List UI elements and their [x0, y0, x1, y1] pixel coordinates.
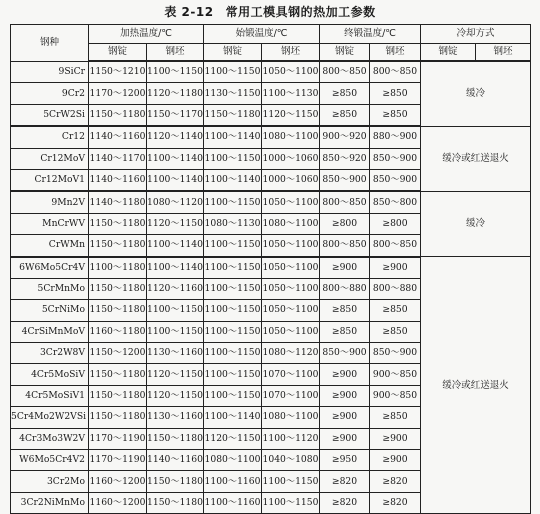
cell-heating-ingot: 1150～1180 — [89, 300, 147, 321]
cell-start-ingot: 1080～1100 — [204, 450, 262, 471]
cell-start-ingot: 1100～1150 — [204, 235, 262, 257]
cell-start-ingot: 1100～1150 — [204, 278, 262, 299]
cell-cooling-method: 缓冷或红送退火 — [421, 257, 531, 514]
cell-heating-billet: 1150～1180 — [147, 492, 204, 513]
cell-grade: 5CrNiMo — [11, 300, 89, 321]
cell-start-billet: 1100～1150 — [262, 492, 320, 513]
cell-heating-billet: 1100～1140 — [147, 148, 204, 169]
cell-start-billet: 1050～1100 — [262, 278, 320, 299]
cell-finish-billet: 880～900 — [370, 126, 421, 148]
cell-start-ingot: 1100～1140 — [204, 407, 262, 428]
cell-heating-billet: 1120～1150 — [147, 213, 204, 234]
cell-cooling-method: 缓冷 — [421, 191, 531, 256]
cell-grade: 4Cr5MoSiV — [11, 364, 89, 385]
cell-start-ingot: 1120～1150 — [204, 428, 262, 449]
cell-finish-billet: ≥900 — [370, 450, 421, 471]
cell-finish-billet: 850～800 — [370, 191, 421, 213]
cell-start-ingot: 1150～1180 — [204, 104, 262, 126]
cell-grade: 3Cr2NiMnMo — [11, 492, 89, 513]
cell-start-billet: 1070～1100 — [262, 364, 320, 385]
cell-start-billet: 1080～1100 — [262, 126, 320, 148]
cell-grade: 3Cr2W8V — [11, 343, 89, 364]
cell-cooling-method: 缓冷 — [421, 61, 531, 126]
cell-grade: 4Cr3Mo3W2V — [11, 428, 89, 449]
cell-heating-billet: 1150～1170 — [147, 104, 204, 126]
cell-grade: 5CrW2Si — [11, 104, 89, 126]
cell-finish-ingot: ≥820 — [320, 492, 370, 513]
cell-heating-ingot: 1140～1170 — [89, 148, 147, 169]
cell-grade: 5CrMnMo — [11, 278, 89, 299]
cell-finish-billet: ≥850 — [370, 300, 421, 321]
cell-heating-ingot: 1150～1180 — [89, 364, 147, 385]
cell-heating-ingot: 1150～1180 — [89, 278, 147, 299]
cell-finish-ingot: ≥900 — [320, 428, 370, 449]
cell-finish-billet: ≥850 — [370, 321, 421, 342]
cell-start-ingot: 1100～1150 — [204, 148, 262, 169]
header-start-billet: 钢坯 — [262, 44, 320, 62]
cell-finish-ingot: ≥820 — [320, 471, 370, 492]
cell-heating-ingot: 1150～1180 — [89, 213, 147, 234]
header-row-sub — [11, 44, 531, 62]
cell-start-billet: 1080～1100 — [262, 213, 320, 234]
cell-heating-ingot: 1150～1180 — [89, 104, 147, 126]
header-start-forging: 始锻温度/℃ — [204, 25, 320, 44]
cell-start-billet: 1080～1120 — [262, 343, 320, 364]
cell-heating-billet: 1120～1150 — [147, 364, 204, 385]
cell-start-billet: 1080～1100 — [262, 407, 320, 428]
cell-finish-billet: 900～850 — [370, 385, 421, 406]
cell-start-ingot: 1100～1150 — [204, 321, 262, 342]
cell-start-billet: 1040～1080 — [262, 450, 320, 471]
table-caption: 常用工模具钢的热加工参数 — [225, 5, 376, 19]
cell-start-billet: 1050～1100 — [262, 61, 320, 83]
cell-heating-billet: 1120～1140 — [147, 126, 204, 148]
cell-grade: 9Cr2 — [11, 83, 89, 104]
cell-finish-billet: ≥850 — [370, 83, 421, 104]
cell-start-billet: 1100～1150 — [262, 471, 320, 492]
header-cooling-ingot: 钢锭 — [421, 44, 476, 62]
cell-start-billet: 1000～1060 — [262, 169, 320, 191]
cell-heating-billet: 1100～1150 — [147, 321, 204, 342]
cell-grade: W6Mo5Cr4V2 — [11, 450, 89, 471]
cell-grade: 3Cr2Mo — [11, 471, 89, 492]
cell-heating-billet: 1100～1140 — [147, 169, 204, 191]
header-cooling: 冷却方式 — [421, 25, 531, 44]
cell-start-ingot: 1100～1160 — [204, 471, 262, 492]
hot-working-table — [10, 24, 531, 514]
cell-heating-billet: 1120～1160 — [147, 278, 204, 299]
cell-heating-ingot: 1150～1200 — [89, 343, 147, 364]
cell-finish-ingot: 850～920 — [320, 148, 370, 169]
header-heating-billet: 钢坯 — [147, 44, 204, 62]
table-row — [11, 61, 531, 83]
cell-finish-billet: ≥820 — [370, 492, 421, 513]
cell-start-ingot: 1100～1150 — [204, 191, 262, 213]
cell-start-ingot: 1100～1150 — [204, 300, 262, 321]
cell-heating-ingot: 1150～1180 — [89, 385, 147, 406]
cell-start-ingot: 1100～1150 — [204, 343, 262, 364]
cell-grade: Cr12 — [11, 126, 89, 148]
header-grade: 钢种 — [11, 25, 89, 62]
cell-finish-ingot: ≥950 — [320, 450, 370, 471]
header-row-main — [11, 25, 531, 44]
cell-finish-billet: ≥820 — [370, 471, 421, 492]
cell-start-ingot: 1100～1150 — [204, 385, 262, 406]
header-finish-billet: 钢坯 — [370, 44, 421, 62]
cell-finish-ingot: 900～920 — [320, 126, 370, 148]
table-row — [11, 191, 531, 213]
cell-start-ingot: 1100～1150 — [204, 257, 262, 279]
cell-grade: Cr12MoV — [11, 148, 89, 169]
cell-finish-ingot: ≥850 — [320, 300, 370, 321]
cell-start-ingot: 1100～1140 — [204, 126, 262, 148]
header-finish-forging: 终锻温度/℃ — [320, 25, 421, 44]
cell-heating-billet: 1100～1140 — [147, 257, 204, 279]
cell-finish-billet: ≥900 — [370, 428, 421, 449]
cell-cooling-method: 缓冷或红送退火 — [421, 126, 531, 191]
cell-start-ingot: 1100～1140 — [204, 169, 262, 191]
cell-heating-billet: 1100～1150 — [147, 61, 204, 83]
cell-heating-billet: 1130～1160 — [147, 407, 204, 428]
cell-finish-billet: 850～900 — [370, 148, 421, 169]
cell-grade: 9SiCr — [11, 61, 89, 83]
cell-heating-billet: 1150～1180 — [147, 428, 204, 449]
cell-heating-ingot: 1100～1180 — [89, 257, 147, 279]
cell-heating-ingot: 1160～1180 — [89, 321, 147, 342]
cell-start-billet: 1050～1100 — [262, 257, 320, 279]
cell-start-billet: 1100～1130 — [262, 83, 320, 104]
cell-heating-ingot: 1140～1160 — [89, 126, 147, 148]
cell-finish-billet: ≥900 — [370, 257, 421, 279]
cell-finish-billet: 800～850 — [370, 235, 421, 257]
cell-heating-billet: 1100～1140 — [147, 235, 204, 257]
header-cooling-billet: 钢坯 — [476, 44, 531, 62]
header-heating: 加热温度/℃ — [89, 25, 204, 44]
cell-heating-ingot: 1170～1190 — [89, 450, 147, 471]
cell-finish-billet: 850～900 — [370, 169, 421, 191]
cell-finish-ingot: ≥900 — [320, 385, 370, 406]
cell-finish-ingot: ≥850 — [320, 321, 370, 342]
cell-heating-billet: 1140～1160 — [147, 450, 204, 471]
cell-grade: 5Cr4Mo2W2VSi — [11, 407, 89, 428]
cell-finish-billet: ≥800 — [370, 213, 421, 234]
cell-heating-ingot: 1140～1160 — [89, 169, 147, 191]
header-heating-ingot: 钢锭 — [89, 44, 147, 62]
cell-finish-ingot: 800～880 — [320, 278, 370, 299]
cell-grade: 4Cr5MoSiV1 — [11, 385, 89, 406]
table-row — [11, 257, 531, 279]
cell-heating-ingot: 1150～1180 — [89, 407, 147, 428]
cell-finish-billet: 800～880 — [370, 278, 421, 299]
cell-finish-ingot: ≥800 — [320, 213, 370, 234]
cell-finish-billet: 850～900 — [370, 343, 421, 364]
cell-start-billet: 1000～1060 — [262, 148, 320, 169]
cell-finish-ingot: ≥850 — [320, 104, 370, 126]
header-start-ingot: 钢锭 — [204, 44, 262, 62]
cell-start-ingot: 1100～1150 — [204, 61, 262, 83]
cell-finish-ingot: 800～850 — [320, 61, 370, 83]
cell-start-billet: 1050～1100 — [262, 300, 320, 321]
cell-heating-ingot: 1170～1200 — [89, 83, 147, 104]
cell-heating-ingot: 1140～1180 — [89, 191, 147, 213]
cell-heating-billet: 1120～1150 — [147, 385, 204, 406]
cell-finish-billet: ≥850 — [370, 407, 421, 428]
cell-start-ingot: 1100～1150 — [204, 364, 262, 385]
cell-start-billet: 1050～1100 — [262, 191, 320, 213]
cell-start-billet: 1120～1150 — [262, 104, 320, 126]
header-finish-ingot: 钢锭 — [320, 44, 370, 62]
cell-finish-ingot: ≥900 — [320, 407, 370, 428]
cell-grade: MnCrWV — [11, 213, 89, 234]
cell-finish-billet: 800～850 — [370, 61, 421, 83]
cell-finish-ingot: ≥900 — [320, 257, 370, 279]
cell-finish-billet: 900～850 — [370, 364, 421, 385]
cell-heating-ingot: 1150～1210 — [89, 61, 147, 83]
cell-grade: 4CrSiMnMoV — [11, 321, 89, 342]
cell-finish-billet: ≥850 — [370, 104, 421, 126]
cell-start-ingot: 1130～1150 — [204, 83, 262, 104]
cell-heating-billet: 1150～1180 — [147, 471, 204, 492]
cell-start-ingot: 1100～1160 — [204, 492, 262, 513]
cell-heating-billet: 1080～1120 — [147, 191, 204, 213]
cell-start-billet: 1050～1100 — [262, 321, 320, 342]
cell-finish-ingot: 800～850 — [320, 235, 370, 257]
cell-finish-ingot: ≥900 — [320, 364, 370, 385]
cell-heating-billet: 1130～1160 — [147, 343, 204, 364]
table-row — [11, 126, 531, 148]
table-number: 表 2-12 — [164, 5, 214, 19]
cell-start-billet: 1070～1100 — [262, 385, 320, 406]
table-title — [0, 2, 540, 22]
cell-finish-ingot: ≥850 — [320, 83, 370, 104]
cell-start-billet: 1100～1120 — [262, 428, 320, 449]
cell-start-ingot: 1080～1130 — [204, 213, 262, 234]
cell-grade: 9Mn2V — [11, 191, 89, 213]
cell-heating-ingot: 1170～1190 — [89, 428, 147, 449]
cell-start-billet: 1050～1100 — [262, 235, 320, 257]
cell-heating-ingot: 1160～1200 — [89, 492, 147, 513]
cell-heating-billet: 1100～1150 — [147, 300, 204, 321]
cell-finish-ingot: 850～900 — [320, 169, 370, 191]
cell-heating-ingot: 1150～1180 — [89, 235, 147, 257]
cell-heating-billet: 1120～1180 — [147, 83, 204, 104]
cell-finish-ingot: 850～900 — [320, 343, 370, 364]
cell-finish-ingot: 800～850 — [320, 191, 370, 213]
cell-grade: 6W6Mo5Cr4V — [11, 257, 89, 279]
cell-grade: CrWMn — [11, 235, 89, 257]
cell-heating-ingot: 1160～1200 — [89, 471, 147, 492]
cell-grade: Cr12MoV1 — [11, 169, 89, 191]
